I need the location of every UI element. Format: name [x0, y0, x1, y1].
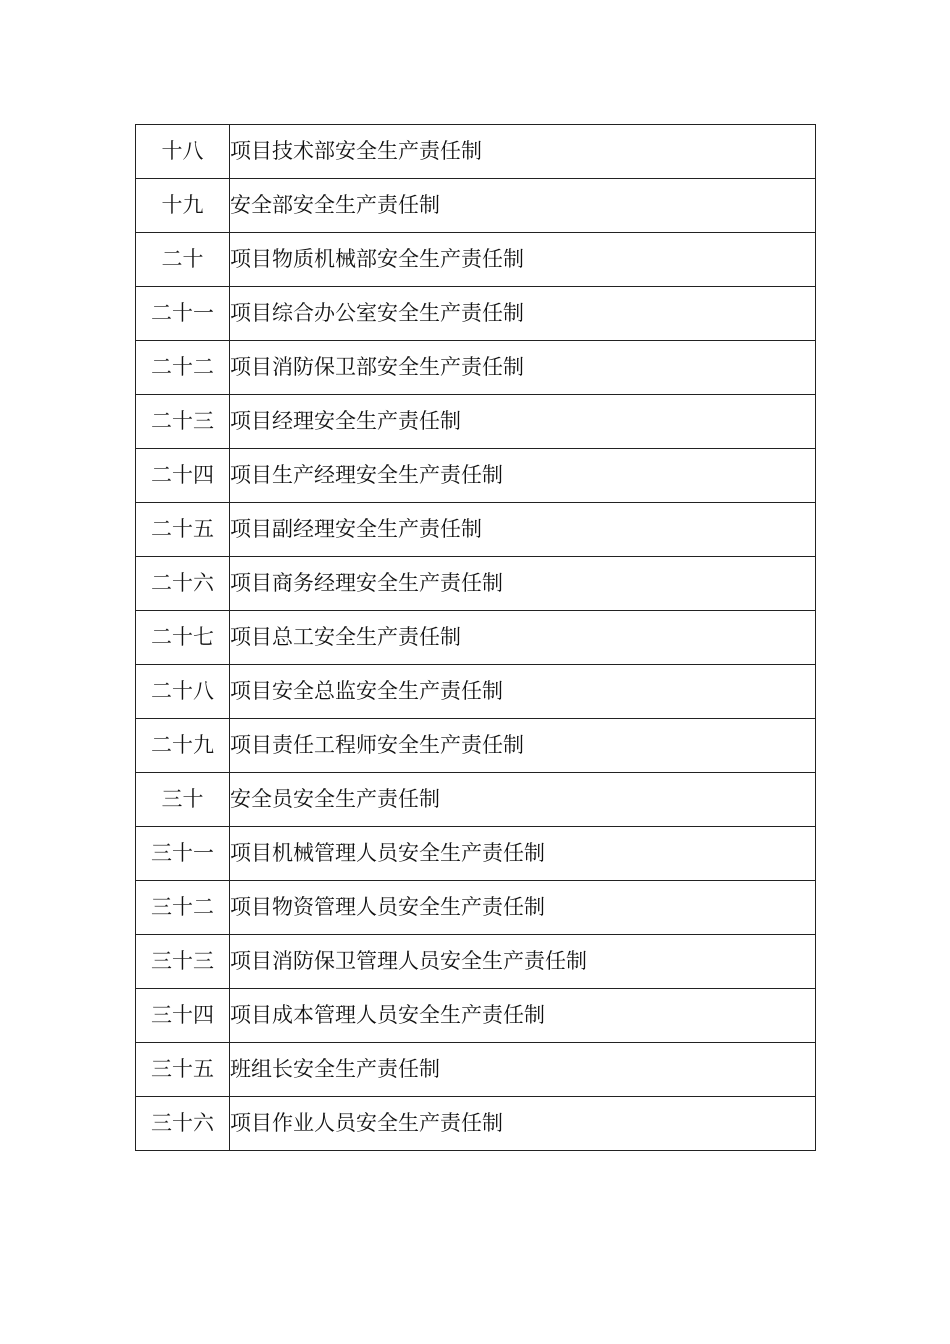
row-title: 安全员安全生产责任制	[230, 773, 816, 827]
row-title: 项目成本管理人员安全生产责任制	[230, 989, 816, 1043]
table-row	[136, 989, 816, 1043]
row-title: 项目技术部安全生产责任制	[230, 125, 816, 179]
table-row	[136, 665, 816, 719]
row-title: 项目总工安全生产责任制	[230, 611, 816, 665]
table-row	[136, 827, 816, 881]
row-title: 项目经理安全生产责任制	[230, 395, 816, 449]
row-title: 项目综合办公室安全生产责任制	[230, 287, 816, 341]
table-row	[136, 503, 816, 557]
row-title: 项目责任工程师安全生产责任制	[230, 719, 816, 773]
table-row	[136, 233, 816, 287]
row-number: 二十八	[136, 665, 230, 719]
row-number: 二十九	[136, 719, 230, 773]
table-row	[136, 395, 816, 449]
row-number: 二十六	[136, 557, 230, 611]
row-number: 三十六	[136, 1097, 230, 1151]
table-row	[136, 773, 816, 827]
row-number: 二十四	[136, 449, 230, 503]
row-title: 项目商务经理安全生产责任制	[230, 557, 816, 611]
row-title: 项目生产经理安全生产责任制	[230, 449, 816, 503]
table-row	[136, 125, 816, 179]
row-number: 二十	[136, 233, 230, 287]
row-title: 项目副经理安全生产责任制	[230, 503, 816, 557]
row-number: 三十	[136, 773, 230, 827]
table-row	[136, 935, 816, 989]
table-row	[136, 611, 816, 665]
table-row	[136, 557, 816, 611]
table-row	[136, 449, 816, 503]
row-title: 项目机械管理人员安全生产责任制	[230, 827, 816, 881]
row-number: 二十一	[136, 287, 230, 341]
row-number: 三十三	[136, 935, 230, 989]
table-row	[136, 287, 816, 341]
row-number: 十八	[136, 125, 230, 179]
table-row	[136, 719, 816, 773]
row-number: 二十七	[136, 611, 230, 665]
row-title: 项目安全总监安全生产责任制	[230, 665, 816, 719]
row-number: 三十五	[136, 1043, 230, 1097]
row-title: 项目物资管理人员安全生产责任制	[230, 881, 816, 935]
row-title: 安全部安全生产责任制	[230, 179, 816, 233]
row-number: 二十三	[136, 395, 230, 449]
row-title: 项目作业人员安全生产责任制	[230, 1097, 816, 1151]
row-title: 项目消防保卫管理人员安全生产责任制	[230, 935, 816, 989]
row-title: 项目消防保卫部安全生产责任制	[230, 341, 816, 395]
row-title: 项目物质机械部安全生产责任制	[230, 233, 816, 287]
row-number: 十九	[136, 179, 230, 233]
contents-table	[135, 124, 816, 1151]
row-number: 三十一	[136, 827, 230, 881]
row-number: 三十四	[136, 989, 230, 1043]
table-row	[136, 1097, 816, 1151]
table-row	[136, 881, 816, 935]
table-row	[136, 1043, 816, 1097]
table-row	[136, 179, 816, 233]
row-number: 二十二	[136, 341, 230, 395]
table-row	[136, 341, 816, 395]
row-title: 班组长安全生产责任制	[230, 1043, 816, 1097]
row-number: 三十二	[136, 881, 230, 935]
row-number: 二十五	[136, 503, 230, 557]
